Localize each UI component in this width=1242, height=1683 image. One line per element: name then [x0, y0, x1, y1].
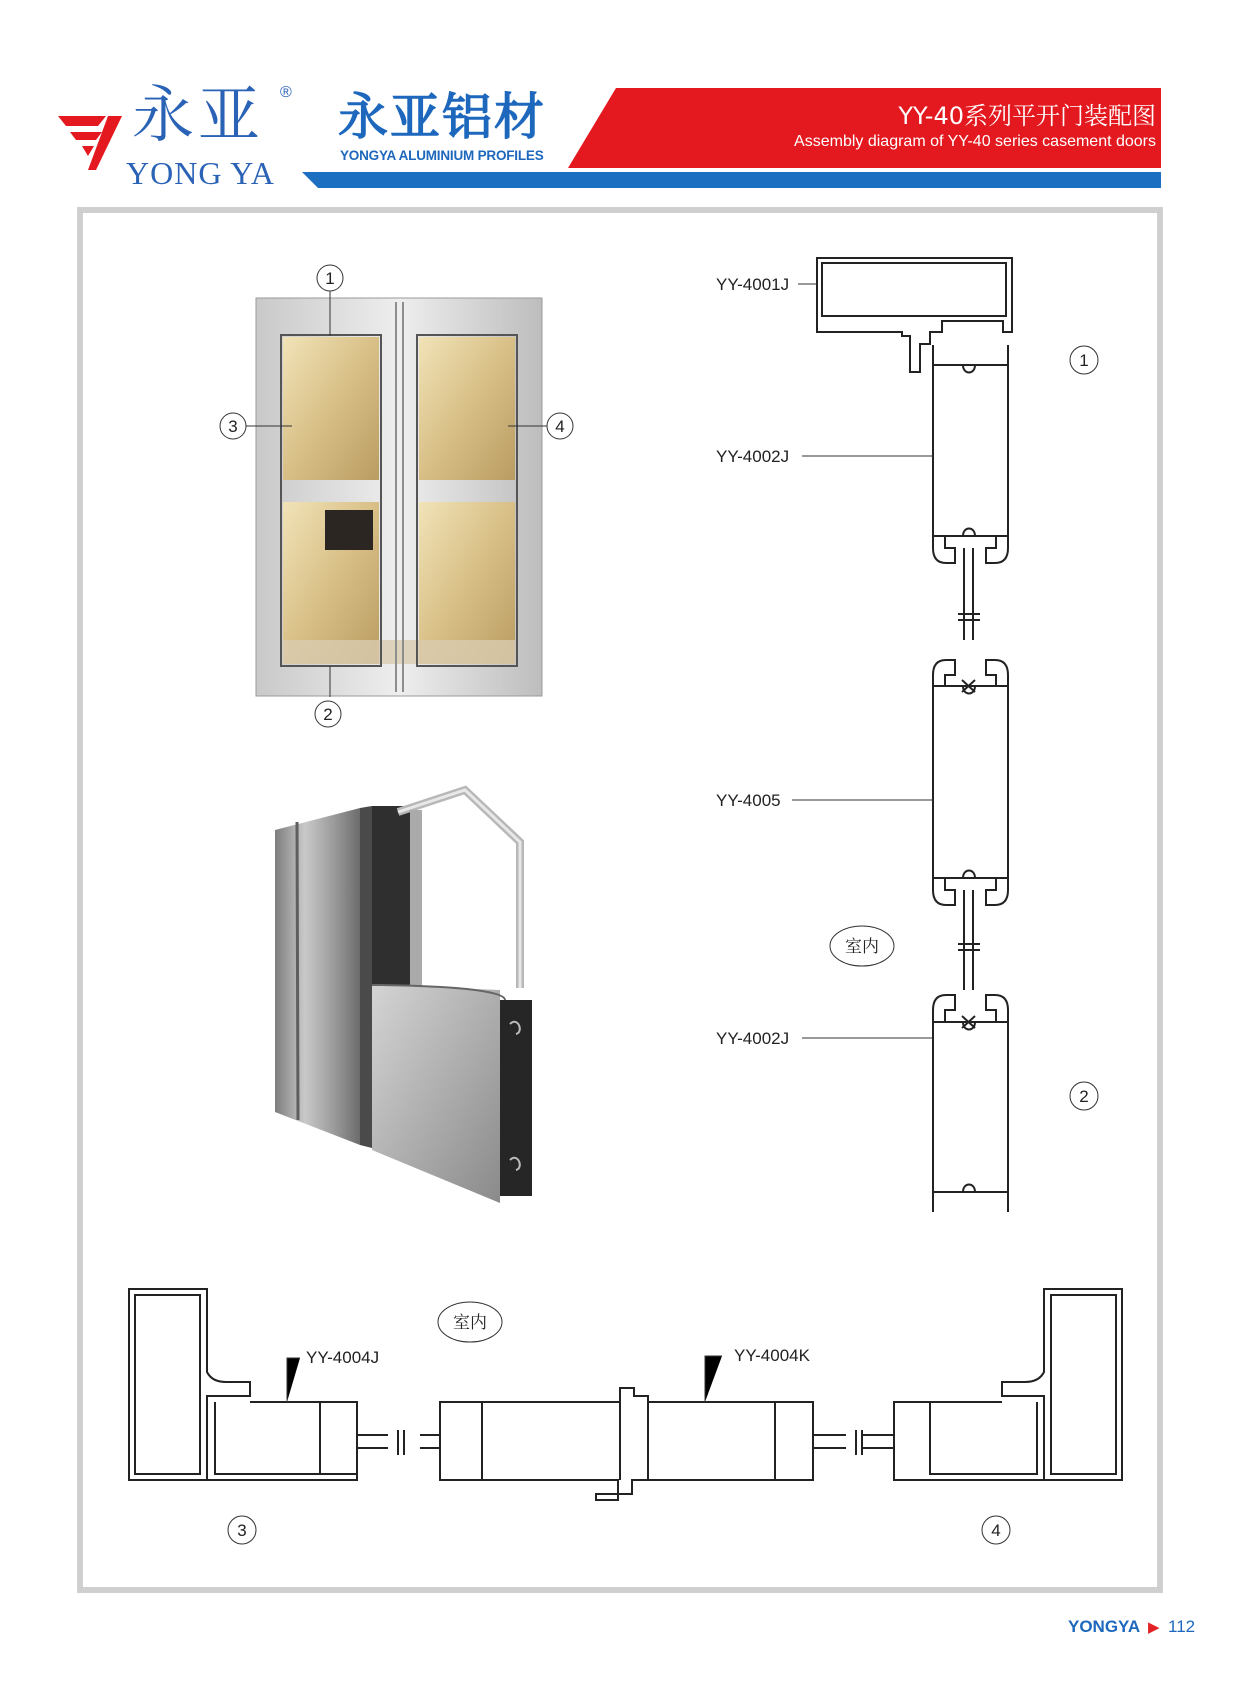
callout-2: 2	[323, 705, 333, 724]
document-title-en: Assembly diagram of YY-40 series casement doors	[794, 133, 1156, 150]
brand-name-en: YONG YA	[126, 155, 275, 191]
label-yy-4004k: YY-4004K	[734, 1346, 810, 1365]
door-photo	[256, 298, 542, 696]
callout-1: 1	[325, 269, 335, 288]
footer-arrow-icon: ▶	[1148, 1619, 1160, 1636]
label-yy-4001j: YY-4001J	[716, 275, 790, 294]
vertical-section-leaders	[792, 284, 933, 1038]
label-yy-4005: YY-4005	[716, 791, 781, 810]
horizontal-section-drawing	[129, 1289, 1122, 1500]
brand-name-cn: 永亚	[132, 78, 265, 151]
footer-brand: YONGYA	[1068, 1617, 1141, 1636]
label-yy-4004j: YY-4004J	[306, 1348, 380, 1367]
company-name-cn: 永亚铝材	[338, 88, 546, 146]
registered-mark: ®	[280, 84, 292, 101]
company-name-en: YONGYA ALUMINIUM PROFILES	[340, 148, 544, 163]
section-callout-2: 2	[1079, 1087, 1089, 1106]
callout-3: 3	[228, 417, 238, 436]
label-yy-4002j-bottom: YY-4002J	[716, 1029, 790, 1048]
section-callout-4: 4	[991, 1521, 1001, 1540]
indoor-label-horizontal: 室内	[453, 1313, 487, 1333]
indoor-label-vertical: 室内	[845, 937, 879, 957]
profile-3d-render	[275, 790, 532, 1203]
section-callout-1: 1	[1079, 351, 1089, 370]
page-number: 112	[1168, 1617, 1196, 1636]
section-callout-3: 3	[237, 1521, 247, 1540]
document-title-cn: YY-40系列平开门装配图	[898, 102, 1156, 130]
callout-4: 4	[555, 417, 565, 436]
vertical-section-drawing	[817, 258, 1012, 1212]
label-yy-4002j-top: YY-4002J	[716, 447, 790, 466]
